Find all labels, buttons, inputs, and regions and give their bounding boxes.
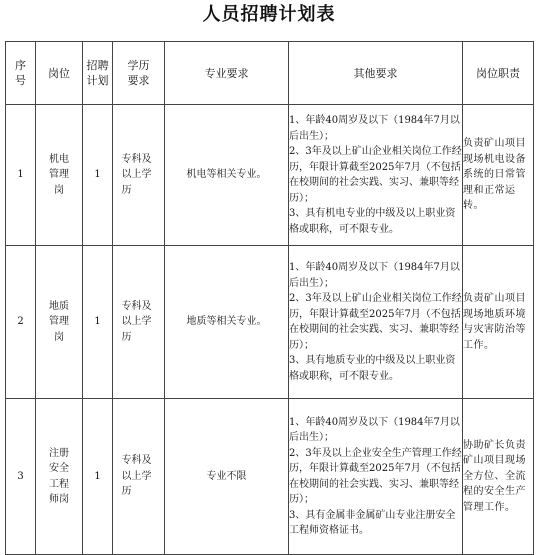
requirement-item: 1、年龄40周岁及以下（1984年7月以后出生）； <box>289 262 460 289</box>
row-position: 地质管理岗 <box>36 246 83 399</box>
row-major: 机电等相关专业。 <box>165 105 289 246</box>
row-other-requirements <box>289 246 463 399</box>
row-education: 专科及以上学历 <box>113 399 165 555</box>
header-other: 其他要求 <box>289 42 463 105</box>
header-count: 招聘计划 <box>83 42 113 105</box>
row-education: 专科及以上学历 <box>113 246 165 399</box>
header-seq: 序号 <box>6 42 36 105</box>
header-education: 学历要求 <box>113 42 165 105</box>
table-header-row <box>6 42 534 105</box>
row-duty: 负责矿山项目现场机电设备系统的日常管理和正常运转。 <box>463 105 534 246</box>
row-major: 专业不限 <box>165 399 289 555</box>
table-row <box>6 246 534 399</box>
row-seq: 1 <box>6 105 36 246</box>
header-major: 专业要求 <box>165 42 289 105</box>
row-position: 注册安全工程师岗 <box>36 399 83 555</box>
page-title: 人员招聘计划表 <box>202 4 336 25</box>
requirement-item: 3、具有机电专业的中级及以上职业资格或职称，可不限专业。 <box>289 208 456 235</box>
row-other-requirements <box>289 105 463 246</box>
row-count: 1 <box>83 246 113 399</box>
table-row <box>6 399 534 555</box>
requirement-item: 3、具有地质专业的中级及以上职业资格或职称，可不限专业。 <box>289 355 456 382</box>
header-position: 岗位 <box>36 42 83 105</box>
row-duty: 负责矿山项目现场地质环境与灾害防治等工作。 <box>463 246 534 399</box>
requirement-item: 2、3年及以上矿山企业相关岗位工作经历，年限计算截至2025年7月（不包括在校期间的社会实践、实习、兼职等经历）； <box>289 293 462 351</box>
table-row <box>6 105 534 246</box>
requirement-item: 2、3年及以上企业安全生产管理工作经历，年限计算截至2025年7月（不包括在校期间的社会实践、实习、兼职等经历）； <box>289 447 462 505</box>
row-count: 1 <box>83 105 113 246</box>
requirement-item: 2、3年及以上矿山企业相关岗位工作经历，年限计算截至2025年7月（不包括在校期间的社会实践、实习、兼职等经历）； <box>289 146 462 204</box>
row-count: 1 <box>83 399 113 555</box>
row-seq: 2 <box>6 246 36 399</box>
requirement-item: 1、年龄40周岁及以下（1984年7月以后出生）； <box>289 115 460 142</box>
requirement-item: 3、具有金属非金属矿山专业注册安全工程师资格证书。 <box>289 509 456 536</box>
row-other-requirements <box>289 399 463 555</box>
recruitment-plan-table <box>5 41 534 555</box>
row-education: 专科及以上学历 <box>113 105 165 246</box>
row-position: 机电管理岗 <box>36 105 83 246</box>
requirement-item: 1、年龄40周岁及以下（1984年7月以后出生）； <box>289 416 460 443</box>
row-duty: 协助矿长负责矿山项目现场全方位、全流程的安全生产管理工作。 <box>463 399 534 555</box>
row-seq: 3 <box>6 399 36 555</box>
row-major: 地质等相关专业。 <box>165 246 289 399</box>
header-duty: 岗位职责 <box>463 42 534 105</box>
